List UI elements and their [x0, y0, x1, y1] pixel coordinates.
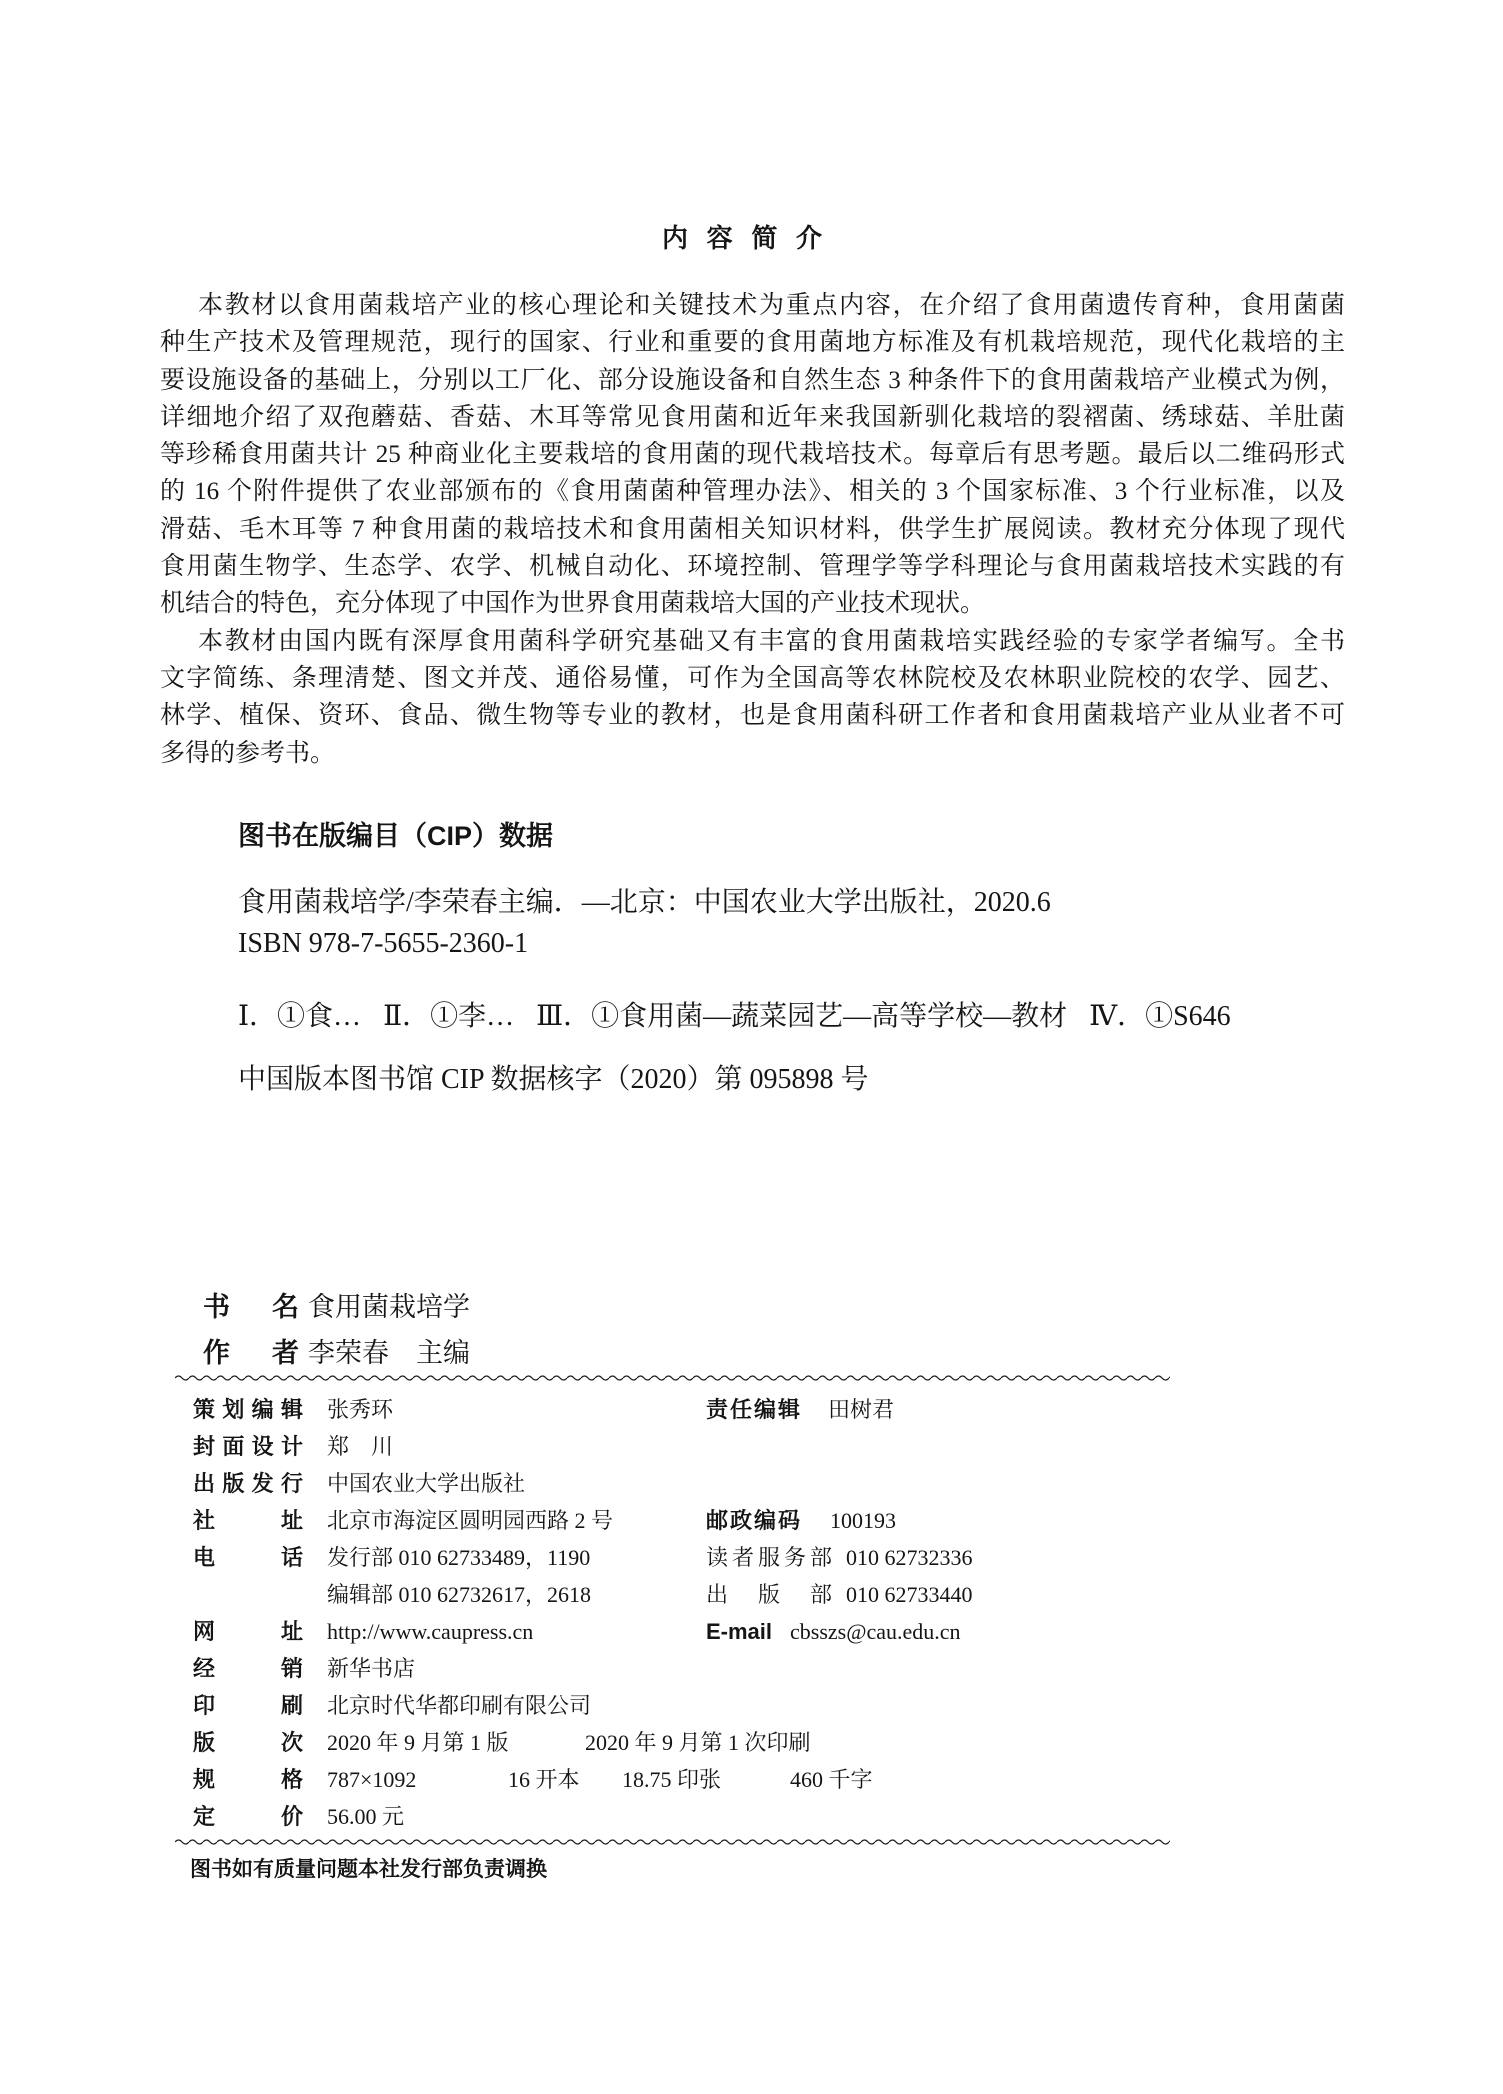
- specs-label: 规格: [193, 1767, 303, 1792]
- postcode: 100193: [830, 1508, 896, 1533]
- phone-label: 电话: [193, 1545, 303, 1570]
- intro-line: 要设施设备的基础上，分别以工厂化、部分设施设备和自然生态 3 种条件下的食用菌栽培产业模式为例，: [160, 366, 1345, 394]
- specs-size: 16 开本: [508, 1767, 580, 1792]
- wavy-divider-top: [175, 1373, 1170, 1383]
- quality-notice: 图书如有质量问题本社发行部负责调换: [190, 1858, 547, 1881]
- info-row-edition: [0, 1724, 1503, 1761]
- publisher-label: 出版发行: [193, 1471, 303, 1496]
- edition-label: 版次: [193, 1730, 303, 1755]
- info-row-specs: [0, 1761, 1503, 1798]
- book-title-row: [0, 1289, 1503, 1325]
- responsible-editor-label: 责任编辑: [706, 1397, 800, 1422]
- info-row-printer: [0, 1687, 1503, 1724]
- email: cbsszs@cau.edu.cn: [790, 1619, 961, 1644]
- email-label: E-mail: [706, 1619, 773, 1644]
- book-author-label: 作者: [203, 1338, 299, 1368]
- intro-line: 本教材以食用菌栽培产业的核心理论和关键技术为重点内容，在介绍了食用菌遗传育种，食用菌菌: [198, 292, 1345, 319]
- info-row-cover: [0, 1428, 1503, 1465]
- info-row-phone: [0, 1539, 1503, 1576]
- intro-line: 种生产技术及管理规范，现行的国家、行业和重要的食用菌地方标准及有机栽培规范，现代化栽培的主: [160, 329, 1345, 357]
- phone-entry: [327, 1576, 591, 1613]
- info-row-address: [0, 1502, 1503, 1539]
- info-row-distributor: [0, 1650, 1503, 1687]
- info-row-phone-2: [0, 1576, 1503, 1613]
- cover-design-label: 封面设计: [193, 1434, 303, 1459]
- distributor: 新华书店: [327, 1656, 416, 1681]
- responsible-editor: 田树君: [828, 1397, 895, 1422]
- cip-subject: Ⅰ．①食…: [238, 1001, 362, 1032]
- book-author: 李荣春 主编: [308, 1338, 470, 1368]
- cip-subjects: [238, 1000, 1231, 1034]
- publisher: 中国农业大学出版社: [327, 1471, 526, 1496]
- cip-subject: Ⅳ．①S646: [1089, 1001, 1231, 1032]
- info-row-web: [0, 1613, 1503, 1650]
- cover-design: 郑 川: [327, 1434, 394, 1459]
- specs-format: 787×1092: [327, 1767, 417, 1792]
- edition-value: 2020 年 9 月第 1 版: [327, 1730, 509, 1755]
- cip-subject: Ⅱ．①李…: [383, 1001, 515, 1032]
- planning-editor: 张秀环: [327, 1397, 394, 1422]
- intro-title: 内容简介: [662, 223, 822, 253]
- book-title: 食用菌栽培学: [308, 1292, 470, 1322]
- phone-dept: 出版部: [706, 1582, 832, 1607]
- specs-words: 460 千字: [790, 1767, 873, 1792]
- distributor-label: 经销: [193, 1656, 303, 1681]
- publication-info: [0, 1391, 1503, 1835]
- info-row-publisher: [0, 1465, 1503, 1502]
- cip-heading: 图书在版编目（CIP）数据: [238, 821, 554, 851]
- intro-line: 文字简练、条理清楚、图文并茂、通俗易懂，可作为全国高等农林院校及农林职业院校的农学、园艺、: [160, 664, 1345, 692]
- cip-catalog-line: 食用菌栽培学/李荣春主编．—北京：中国农业大学出版社，2020.6: [238, 887, 1051, 918]
- book-title-label: 书名: [203, 1292, 299, 1322]
- cip-record: 中国版本图书馆 CIP 数据核字（2020）第 095898 号: [238, 1064, 869, 1095]
- postcode-label: 邮政编码: [706, 1508, 800, 1533]
- printing-value: 2020 年 9 月第 1 次印刷: [585, 1730, 811, 1755]
- phone-entry: [327, 1539, 590, 1576]
- price: 56.00 元: [327, 1804, 405, 1829]
- wavy-divider-bottom: [175, 1837, 1170, 1847]
- phone-dept: 编辑部: [327, 1582, 394, 1607]
- intro-line: 的 16 个附件提供了农业部颁布的《食用菌菌种管理办法》、相关的 3 个国家标准、3 个行业标准，以及: [160, 478, 1345, 506]
- intro-line: 多得的参考书。: [160, 739, 336, 767]
- specs-sheets: 18.75 印张: [622, 1767, 722, 1792]
- book-author-row: [0, 1335, 1503, 1371]
- cip-isbn: ISBN 978-7-5655-2360-1: [238, 928, 529, 959]
- planning-editor-label: 策划编辑: [193, 1397, 303, 1422]
- intro-line: 食用菌生物学、生态学、农学、机械自动化、环境控制、管理学等学科理论与食用菌栽培技术实践的有: [160, 553, 1345, 581]
- intro-line: 滑菇、毛木耳等 7 种食用菌的栽培技术和食用菌相关知识材料，供学生扩展阅读。教材充分体现了现代: [160, 515, 1345, 543]
- intro-line: 本教材由国内既有深厚食用菌科学研究基础又有丰富的食用菌栽培实践经验的专家学者编写。全书: [198, 627, 1345, 655]
- address-label: 社址: [193, 1508, 303, 1533]
- phone-number: 010 62733489，1190: [398, 1545, 591, 1570]
- printer-label: 印刷: [193, 1693, 303, 1718]
- info-row-editors: [0, 1391, 1503, 1428]
- address: 北京市海淀区圆明园西路 2 号: [327, 1508, 614, 1533]
- info-row-price: [0, 1798, 1503, 1835]
- intro-line: 机结合的特色，充分体现了中国作为世界食用菌栽培大国的产业技术现状。: [160, 590, 986, 618]
- phone-dept: 发行部: [327, 1545, 394, 1570]
- intro-line: 林学、植保、资环、食品、微生物等专业的教材，也是食用菌科研工作者和食用菌栽培产业从业者不可: [160, 702, 1345, 730]
- website: http://www.caupress.cn: [327, 1619, 534, 1644]
- intro-body: [160, 287, 1345, 772]
- phone-dept: 读者服务部: [706, 1545, 832, 1570]
- intro-line: 等珍稀食用菌共计 25 种商业化主要栽培的食用菌的现代栽培技术。每章后有思考题。最后以二维码形式: [160, 441, 1345, 469]
- phone-number: 010 62733440: [846, 1582, 973, 1607]
- intro-line: 详细地介绍了双孢蘑菇、香菇、木耳等常见食用菌和近年来我国新驯化栽培的裂褶菌、绣球菇、羊肚菌: [160, 403, 1345, 431]
- phone-number: 010 62732617，2618: [398, 1582, 592, 1607]
- website-label: 网址: [193, 1619, 303, 1644]
- printer: 北京时代华都印刷有限公司: [327, 1693, 592, 1718]
- price-label: 定价: [193, 1804, 303, 1829]
- phone-number: 010 62732336: [846, 1545, 973, 1570]
- cip-subject: Ⅲ．①食用菌—蔬菜园艺—高等学校—教材: [536, 1001, 1068, 1032]
